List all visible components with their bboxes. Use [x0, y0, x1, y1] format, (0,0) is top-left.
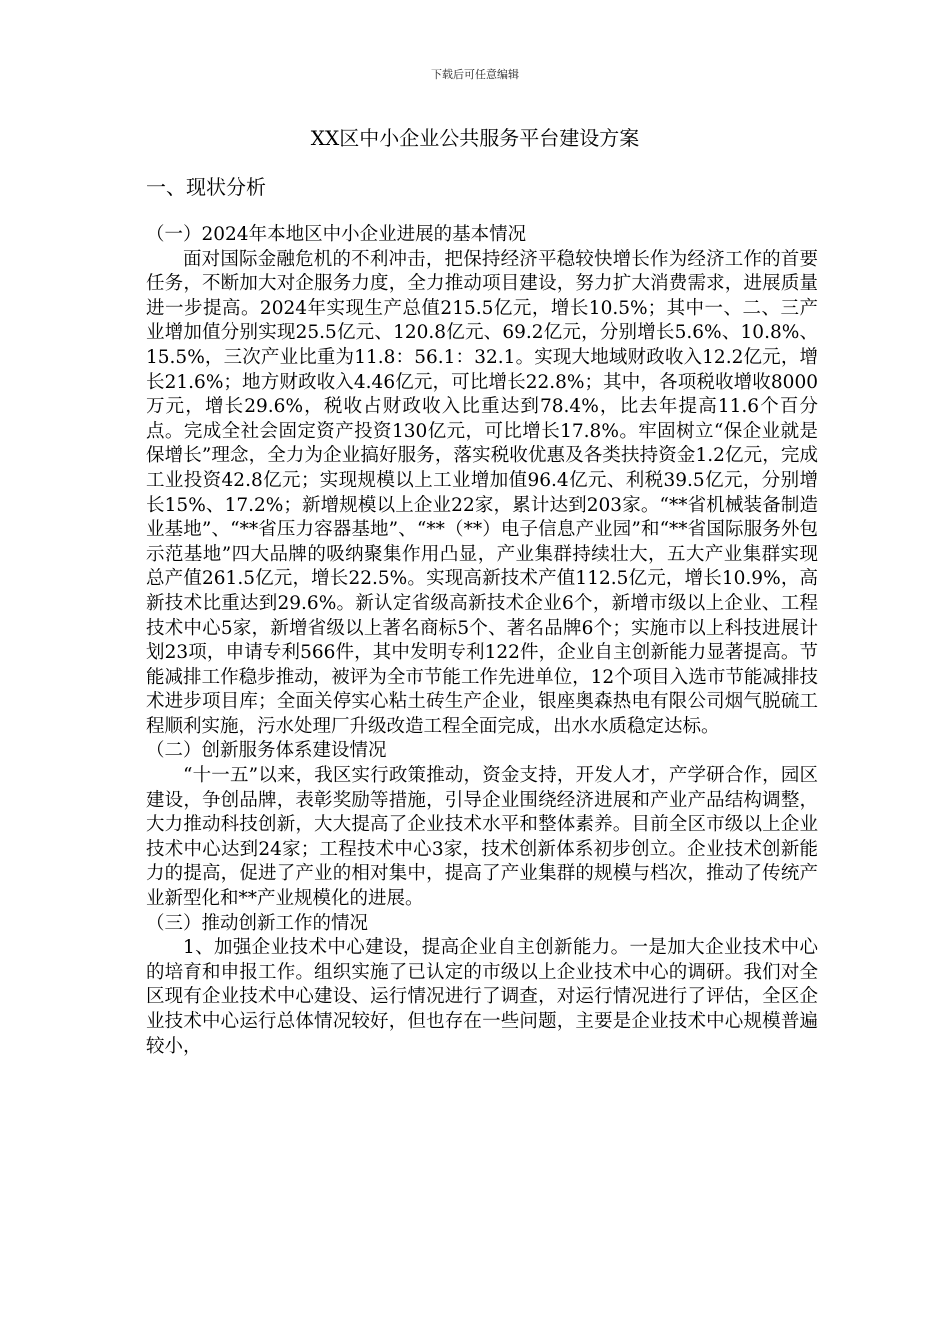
- subsection-heading-3: （三）推动创新工作的情况: [146, 912, 369, 934]
- document-title: XX区中小企业公共服务平台建设方案: [310, 126, 640, 150]
- subsection-heading-1: （一）2024年本地区中小企业进展的基本情况: [146, 224, 527, 245]
- subsection-heading-2: （二）创新服务体系建设情况: [146, 740, 387, 762]
- paragraph-3: 1、加强企业技术中心建设，提高企业自主创新能力。一是加大企业技术中心的培育和申报工作。组织实施了已认定的市级以上企业技术中心的调研。我们对全区现有企业技术中心建设、运行情况进行了调查，对运行情况进行了评估，全区企业技术中心运行总体情况较好，但也存在一些问题，主要是企业技术中心规模普遍较小，: [146, 937, 818, 1057]
- paragraph-2: “十一五”以来，我区实行政策推动，资金支持，开发人才，产学研合作，园区建设，争创品牌，表彰奖励等措施，引导企业围绕经济进展和产业产品结构调整，大力推动科技创新，大大提高了企业技术水平和整体素养。目前全区市级以上企业技术中心达到24家；工程技术中心3家，技术创新体系初步创立。企业技术创新能力的提高，促进了产业的相对集中，提高了产业集群的规模与档次，推动了传统产业新型化和**产业规模化的进展。: [146, 765, 818, 910]
- document-body: [146, 223, 818, 1059]
- paragraph-1: 面对国际金融危机的不利冲击，把保持经济平稳较快增长作为经济工作的首要任务，不断加大对企服务力度，全力推动项目建设，努力扩大消费需求，进展质量进一步提高。2024年实现生产总值215.5亿元，增长10.5%；其中一、二、三产业增加值分别实现25.5亿元、120.8亿元、69.2亿元，分别增长5.6%、10.8%、15.5%，三次产业比重为11.8：56.1：32.1。实现大地域财政收入12.2亿元，增长21.6%；地方财政收入4.46亿元，可比增长22.8%；其中，各项税收增收8000万元，增长29.6%，税收占财政收入比重达到78.4%，比去年提高11.6个百分点。完成全社会固定资产投资130亿元，可比增长17.8%。牢固树立“保企业就是保增长”理念，全力为企业搞好服务，落实税收优惠及各类扶持资金1.2亿元，完成工业投资42.8亿元；实现规模以上工业增加值96.4亿元、利税39.5亿元，分别增长15%、17.2%；新增规模以上企业22家，累计达到203家。“**省机械装备制造业基地”、“**省压力容器基地”、“**（**）电子信息产业园”和“**省国际服务外包示范基地”四大品牌的吸纳聚集作用凸显，产业集群持续壮大，五大产业集群实现总产值261.5亿元，增长22.5%。实现高新技术产值112.5亿元，增长10.9%，高新技术比重达到29.6%。新认定省级高新技术企业6个，新增市级以上企业、工程技术中心5家，新增省级以上著名商标5个、著名品牌6个；实施市以上科技进展计划23项，申请专利566件，其中发明专利122件，企业自主创新能力显著提高。节能减排工作稳步推动，被评为全市节能工作先进单位，12个项目入选市节能减排技术进步项目库；全面关停实心粘土砖生产企业，银座奥森热电有限公司烟气脱硫工程顺利实施，污水处理厂升级改造工程全面完成，出水水质稳定达标。: [146, 248, 818, 737]
- section-heading-1: 一、现状分析: [146, 175, 266, 199]
- header-note: 下载后可任意编辑: [431, 68, 519, 81]
